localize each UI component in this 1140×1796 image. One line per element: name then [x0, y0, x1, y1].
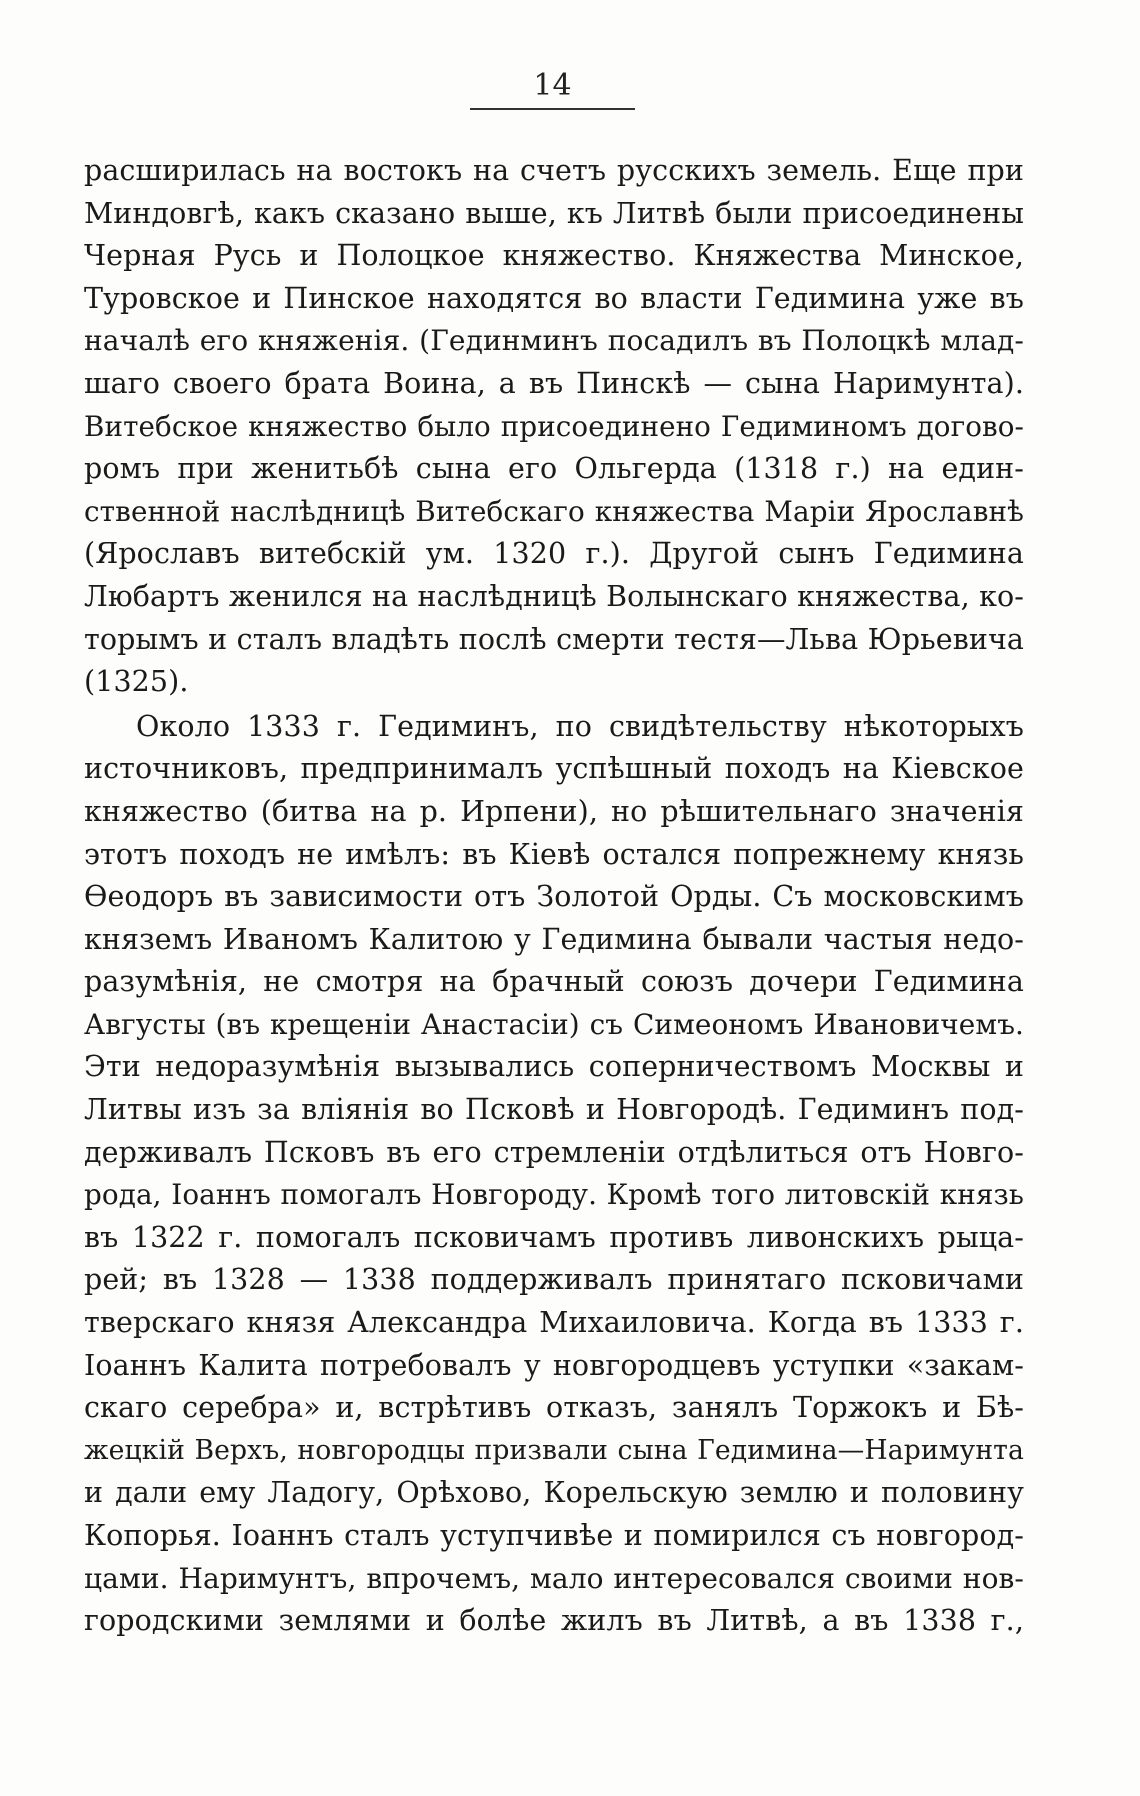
text-line: торымъ и сталъ владѣть послѣ смерти тестя—Льва Юрьевича [84, 622, 1024, 656]
text-line: Любартъ женился на наслѣдницѣ Волынскаго княжества, ко- [84, 579, 1024, 613]
text-line: княжество (битва на р. Ирпени), но рѣшительнаго значенія [84, 794, 1024, 828]
paragraph-1 [84, 150, 1024, 704]
text-line: Туровское и Пинское находятся во власти Гедимина уже въ [84, 281, 1024, 315]
text-line: источниковъ, предпринималъ успѣшный походъ на Кіевское [84, 752, 1024, 786]
page-number: 14 [533, 68, 572, 103]
text-line: расширилась на востокъ на счетъ русскихъ земель. Еще при [84, 154, 1024, 187]
text-line: Копорья. Іоаннъ сталъ уступчивѣе и помирился съ новгород- [84, 1519, 1024, 1552]
text-line: разумѣнія, не смотря на брачный союзъ дочери Гедимина [84, 965, 1024, 999]
text-line: жецкій Верхъ, новгородцы призвали сына Гедимина—Наримунта [84, 1434, 1024, 1466]
text-line: рода, Іоаннъ помогалъ Новгороду. Кромѣ того литовскій князь [84, 1178, 1024, 1212]
text-line: рей; въ 1328 — 1338 поддерживалъ принятаго псковичами [84, 1263, 1024, 1297]
page-header [470, 68, 635, 110]
text-line: Около 1333 г. Гедиминъ, по свидѣтельству нѣкоторыхъ [136, 709, 1024, 743]
text-line: тверскаго князя Александра Михаиловича. Когда въ 1333 г. [84, 1306, 1024, 1340]
text-line: (1325). [84, 665, 189, 699]
text-line: Литвы изъ за вліянія во Псковѣ и Новгородѣ. Гедиминъ под- [84, 1093, 1024, 1127]
body-text [84, 150, 1024, 1643]
text-line: Витебское княжество было присоединено Гедиминомъ догово- [84, 409, 1024, 443]
text-line: держивалъ Псковъ въ его стремленіи отдѣлиться отъ Новго- [84, 1135, 1024, 1169]
text-line: княземъ Иваномъ Калитою у Гедимина бывали частыя недо- [84, 922, 1024, 956]
text-line: Миндовгѣ, какъ сказано выше, къ Литвѣ были присоединены [84, 196, 1024, 230]
text-line: Іоаннъ Калита потребовалъ у новгородцевъ уступки «закам- [84, 1348, 1024, 1382]
text-line: Ѳеодоръ въ зависимости отъ Золотой Орды. Съ московскимъ [84, 880, 1024, 914]
text-line: Черная Русь и Полоцкое княжество. Княжества Минское, [84, 239, 1024, 273]
text-line: этотъ походъ не имѣлъ: въ Кіевѣ остался попрежнему князь [84, 837, 1024, 871]
text-line: шаго своего брата Воина, а въ Пинскѣ — сына Наримунта). [84, 366, 1024, 400]
text-line: ственной наслѣдницѣ Витебскаго княжества Маріи Ярославнѣ [84, 494, 1024, 528]
text-line: началѣ его княженія. (Гединминъ посадилъ въ Полоцкѣ млад- [84, 324, 1024, 358]
text-line: Августы (въ крещеніи Анастасіи) съ Симеономъ Ивановичемъ. [84, 1007, 1024, 1041]
text-line: городскими землями и болѣе жилъ въ Литвѣ, а въ 1338 г., [84, 1604, 1024, 1638]
paragraph-2 [84, 706, 1024, 1643]
text-line: ромъ при женитьбѣ сына его Ольгерда (1318 г.) на един- [84, 452, 1024, 486]
text-line: и дали ему Ладогу, Орѣхово, Корельскую землю и половину [84, 1476, 1024, 1510]
text-line: скаго серебра» и, встрѣтивъ отказъ, занялъ Торжокъ и Бѣ- [84, 1391, 1024, 1425]
header-rule [470, 108, 635, 110]
text-line: въ 1322 г. помогалъ псковичамъ противъ ливонскихъ рыца- [84, 1220, 1024, 1254]
text-line: цами. Наримунтъ, впрочемъ, мало интересовался своими нов- [84, 1561, 1024, 1595]
text-line: Эти недоразумѣнія вызывались соперничествомъ Москвы и [84, 1050, 1024, 1084]
text-line: (Ярославъ витебскій ум. 1320 г.). Другой сынъ Гедимина [84, 537, 1024, 571]
